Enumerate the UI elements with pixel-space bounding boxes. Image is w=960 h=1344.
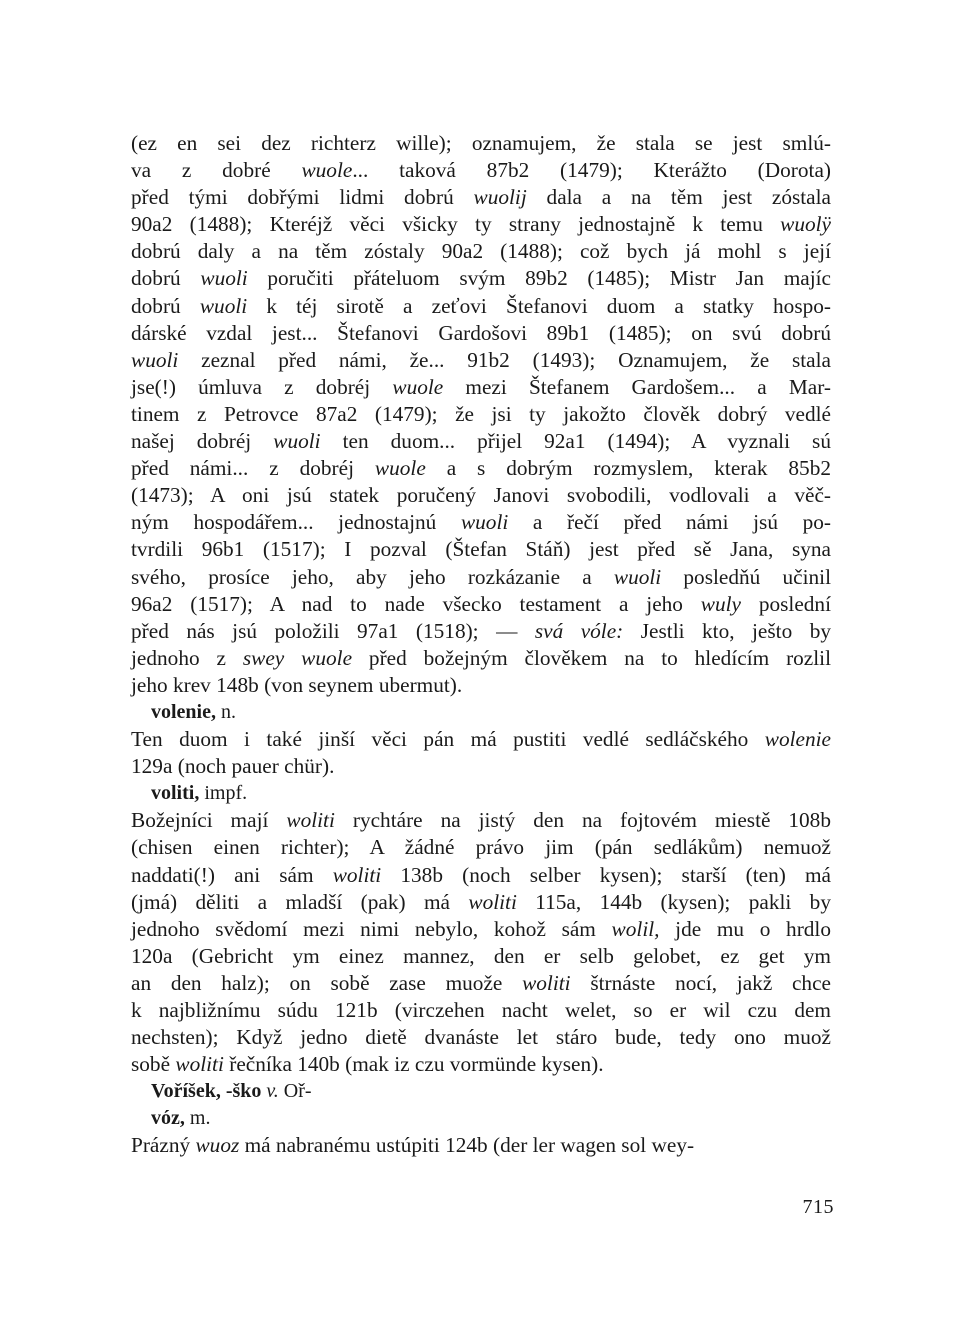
headword: volenie, — [151, 700, 216, 723]
entry-body — [131, 807, 831, 1078]
text-line — [131, 265, 831, 292]
text-run: 138b (noch selber kysen); starší (ten) má — [381, 862, 831, 887]
text-line — [131, 238, 831, 265]
text-line — [131, 157, 831, 184]
text-line — [131, 130, 831, 157]
italic-citation-form: wuoli — [460, 510, 509, 535]
text-run: 90a2 (1488); Kteréjž věci všicky ty strany jednostajně k temu — [131, 212, 781, 237]
text-run: dárské vzdal jest... Štefanovi Gardošovi 89b1 (1485); on svú dobrú — [131, 320, 831, 345]
italic-citation-form: wuole — [301, 158, 353, 183]
text-line — [131, 834, 831, 861]
italic-citation-form: wuoz — [195, 1133, 240, 1158]
text-line — [131, 997, 831, 1024]
page-number: 715 — [802, 1196, 834, 1218]
text-run: 115a, 144b (kysen); pakli by — [516, 889, 831, 914]
dictionary-page — [131, 130, 831, 1160]
headword: Voříšek, -ško — [151, 1080, 262, 1103]
text-run: Ten duom i také jinší věci pán má pustiti vedlé sedláčského — [131, 727, 765, 752]
text-run: před tými dobřými lidmi dobrú — [131, 185, 474, 210]
text-run: jednoho svědomí mezi nimi nebylo, kohož sám — [131, 916, 612, 941]
italic-citation-form: wuolÿ — [780, 212, 831, 237]
text-run: tinem z Petrovce 87a2 (1479); že jsi ty jakožto člověk dobrý vedlé — [131, 401, 831, 426]
text-run: (ez en sei dez richterz wille); oznamujem, že stala se jest smlú- — [131, 131, 831, 155]
italic-citation-form: woliti — [286, 808, 335, 833]
text-run: ným hospodářem... jednostajnú — [131, 510, 461, 535]
italic-citation-form: wuoli — [200, 266, 248, 291]
text-line — [131, 943, 831, 970]
text-line — [131, 1051, 831, 1078]
text-run: tvrdili 96b1 (1517); I pozval (Štefan Stáň) jest před sě Jana, syna — [131, 537, 831, 562]
text-line — [131, 862, 831, 889]
text-run: má nabranému ustúpiti 124b (der ler wagen sol wey- — [239, 1133, 695, 1158]
text-run: dobrú daly a na těm zóstaly 90a2 (1488); což bych já mohl s její — [131, 239, 831, 264]
text-line — [131, 1132, 831, 1159]
text-run: k najbližnímu súdu 121b (virczehen nacht welet, so er wil czu dem — [131, 998, 831, 1022]
text-run: 129a (noch pauer chür). — [131, 754, 335, 779]
text-run: Prázný — [131, 1133, 196, 1158]
text-line — [131, 401, 831, 428]
text-line — [131, 591, 831, 618]
text-run: a řečí před námi jsú po- — [508, 510, 831, 535]
text-line — [131, 374, 831, 401]
text-run: poručiti přáteluom svým 89b2 (1485); Mistr Jan majíc — [247, 266, 831, 291]
text-run: ten duom... přijel 92a1 (1494); A vyznali sú — [320, 429, 831, 454]
headword: voliti, — [151, 782, 200, 805]
text-run: mezi Štefanem Gardošem... a Mar- — [443, 374, 831, 399]
text-run: dala a na těm jest zóstala — [526, 185, 831, 210]
text-line — [131, 916, 831, 943]
text-run: naddati(!) ani sám — [131, 862, 333, 887]
entry-heading — [131, 1105, 831, 1132]
text-line — [131, 211, 831, 238]
text-line — [131, 347, 831, 374]
text-run: 120a (Gebricht ym einez mannez, den er selb gelobet, ez get ym — [131, 943, 831, 968]
text-line — [131, 672, 831, 699]
italic-citation-form: wuoli — [131, 347, 179, 372]
text-run: jeho krev 148b (von seynem ubermut). — [131, 672, 463, 697]
italic-citation-form: wolenie — [764, 727, 831, 752]
italic-citation-form: swey wuole — [242, 645, 353, 670]
grammar-label: impf. — [199, 782, 248, 805]
text-line — [131, 753, 831, 780]
text-run: sobě — [131, 1052, 176, 1077]
text-run: (1473); A oni jsú statek poručený Janovi svobodili, vodlovali a věč- — [131, 483, 831, 508]
italic-citation-form: woliti — [468, 889, 517, 914]
text-line — [131, 970, 831, 997]
entry-body — [131, 130, 831, 699]
text-line — [131, 509, 831, 536]
italic-citation-form: woliti — [175, 1052, 224, 1077]
grammar-label: n. — [216, 700, 236, 723]
grammar-label: m. — [184, 1107, 211, 1130]
italic-citation-form: woliti — [332, 862, 382, 887]
text-run: řečníka 140b (mak iz czu vormünde kysen). — [223, 1052, 604, 1077]
text-run: dobrú — [131, 293, 200, 318]
italic-citation-form: wuolij — [473, 185, 527, 210]
cross-reference-marker: v. — [266, 1080, 279, 1103]
entry-body — [131, 726, 831, 780]
text-line — [131, 428, 831, 455]
text-run: (chisen einen richter); A žádné právo jim (pán sedlákům) nemuož — [131, 835, 831, 860]
text-run: nechsten); Když jedno dietě dvanáste let stáro bude, tedy ono muož — [131, 1025, 831, 1050]
text-run: Jestli kto, ješto by — [623, 618, 832, 643]
text-line — [131, 889, 831, 916]
text-run: posledňú učinil — [661, 564, 831, 589]
italic-citation-form: wuole — [374, 456, 426, 481]
text-run: jse(!) úmluva z dobréj — [131, 374, 393, 399]
text-run: před nás jsú položili 97a1 (1518); — — [131, 618, 535, 643]
italic-citation-form: wuoli — [613, 564, 662, 589]
italic-citation-form: svá vóle: — [534, 618, 624, 643]
italic-citation-form: wuoli — [199, 293, 248, 318]
text-run: (jmá) děliti a mladší (pak) má — [131, 889, 469, 914]
text-run: an den halz); on sobě zase muože — [131, 970, 523, 995]
text-line — [131, 726, 831, 753]
text-line — [131, 645, 831, 672]
text-line — [131, 1024, 831, 1051]
entry-body — [131, 1132, 831, 1159]
italic-citation-form: wuoli — [273, 429, 321, 454]
text-run: dobrú — [131, 266, 201, 291]
text-run: va z dobré — [131, 158, 302, 183]
italic-citation-form: wolil, — [611, 916, 660, 941]
text-run: jde mu o hrdlo — [659, 916, 831, 941]
text-line — [131, 536, 831, 563]
text-run: Božejníci mají — [131, 808, 287, 833]
text-run: našej dobréj — [131, 429, 274, 454]
italic-citation-form: wuole — [392, 374, 444, 399]
text-run: a s dobrým rozmyslem, kterak 85b2 — [425, 456, 831, 481]
text-run: ... taková 87b2 (1479); Kterážto (Dorota) — [352, 158, 831, 183]
text-line — [131, 564, 831, 591]
text-line — [131, 482, 831, 509]
italic-citation-form: wuly — [700, 591, 741, 616]
italic-citation-form: woliti — [522, 970, 571, 995]
text-run: svého, prosíce jeho, aby jeho rozkázanie a — [131, 564, 614, 589]
text-run: štrnáste nocí, jakž chce — [570, 970, 831, 995]
text-line — [131, 455, 831, 482]
text-line — [131, 293, 831, 320]
entry-heading — [131, 780, 831, 807]
entry-heading — [131, 699, 831, 726]
cross-reference-target: Oř- — [278, 1080, 312, 1103]
text-run: jednoho z — [131, 645, 243, 670]
text-run: 96a2 (1517); A nad to nade všecko testament a jeho — [131, 591, 701, 616]
text-run: k téj sirotě a zeťovi Štefanovi duom a statky hospo- — [247, 293, 832, 318]
text-line — [131, 618, 831, 645]
text-run: před námi... z dobréj — [131, 456, 375, 481]
text-line — [131, 807, 831, 834]
headword: vóz, — [151, 1107, 185, 1130]
entry-heading — [131, 1078, 831, 1105]
text-run: před božejným člověkem na to hledícím rozlil — [352, 645, 832, 670]
text-run: rychtáre na jistý den na fojtovém miestě 108b — [334, 808, 831, 833]
text-run: zeznal před námi, že... 91b2 (1493); Oznamujem, že stala — [178, 347, 831, 372]
text-run: poslední — [741, 591, 831, 616]
text-line — [131, 320, 831, 347]
text-line — [131, 184, 831, 211]
